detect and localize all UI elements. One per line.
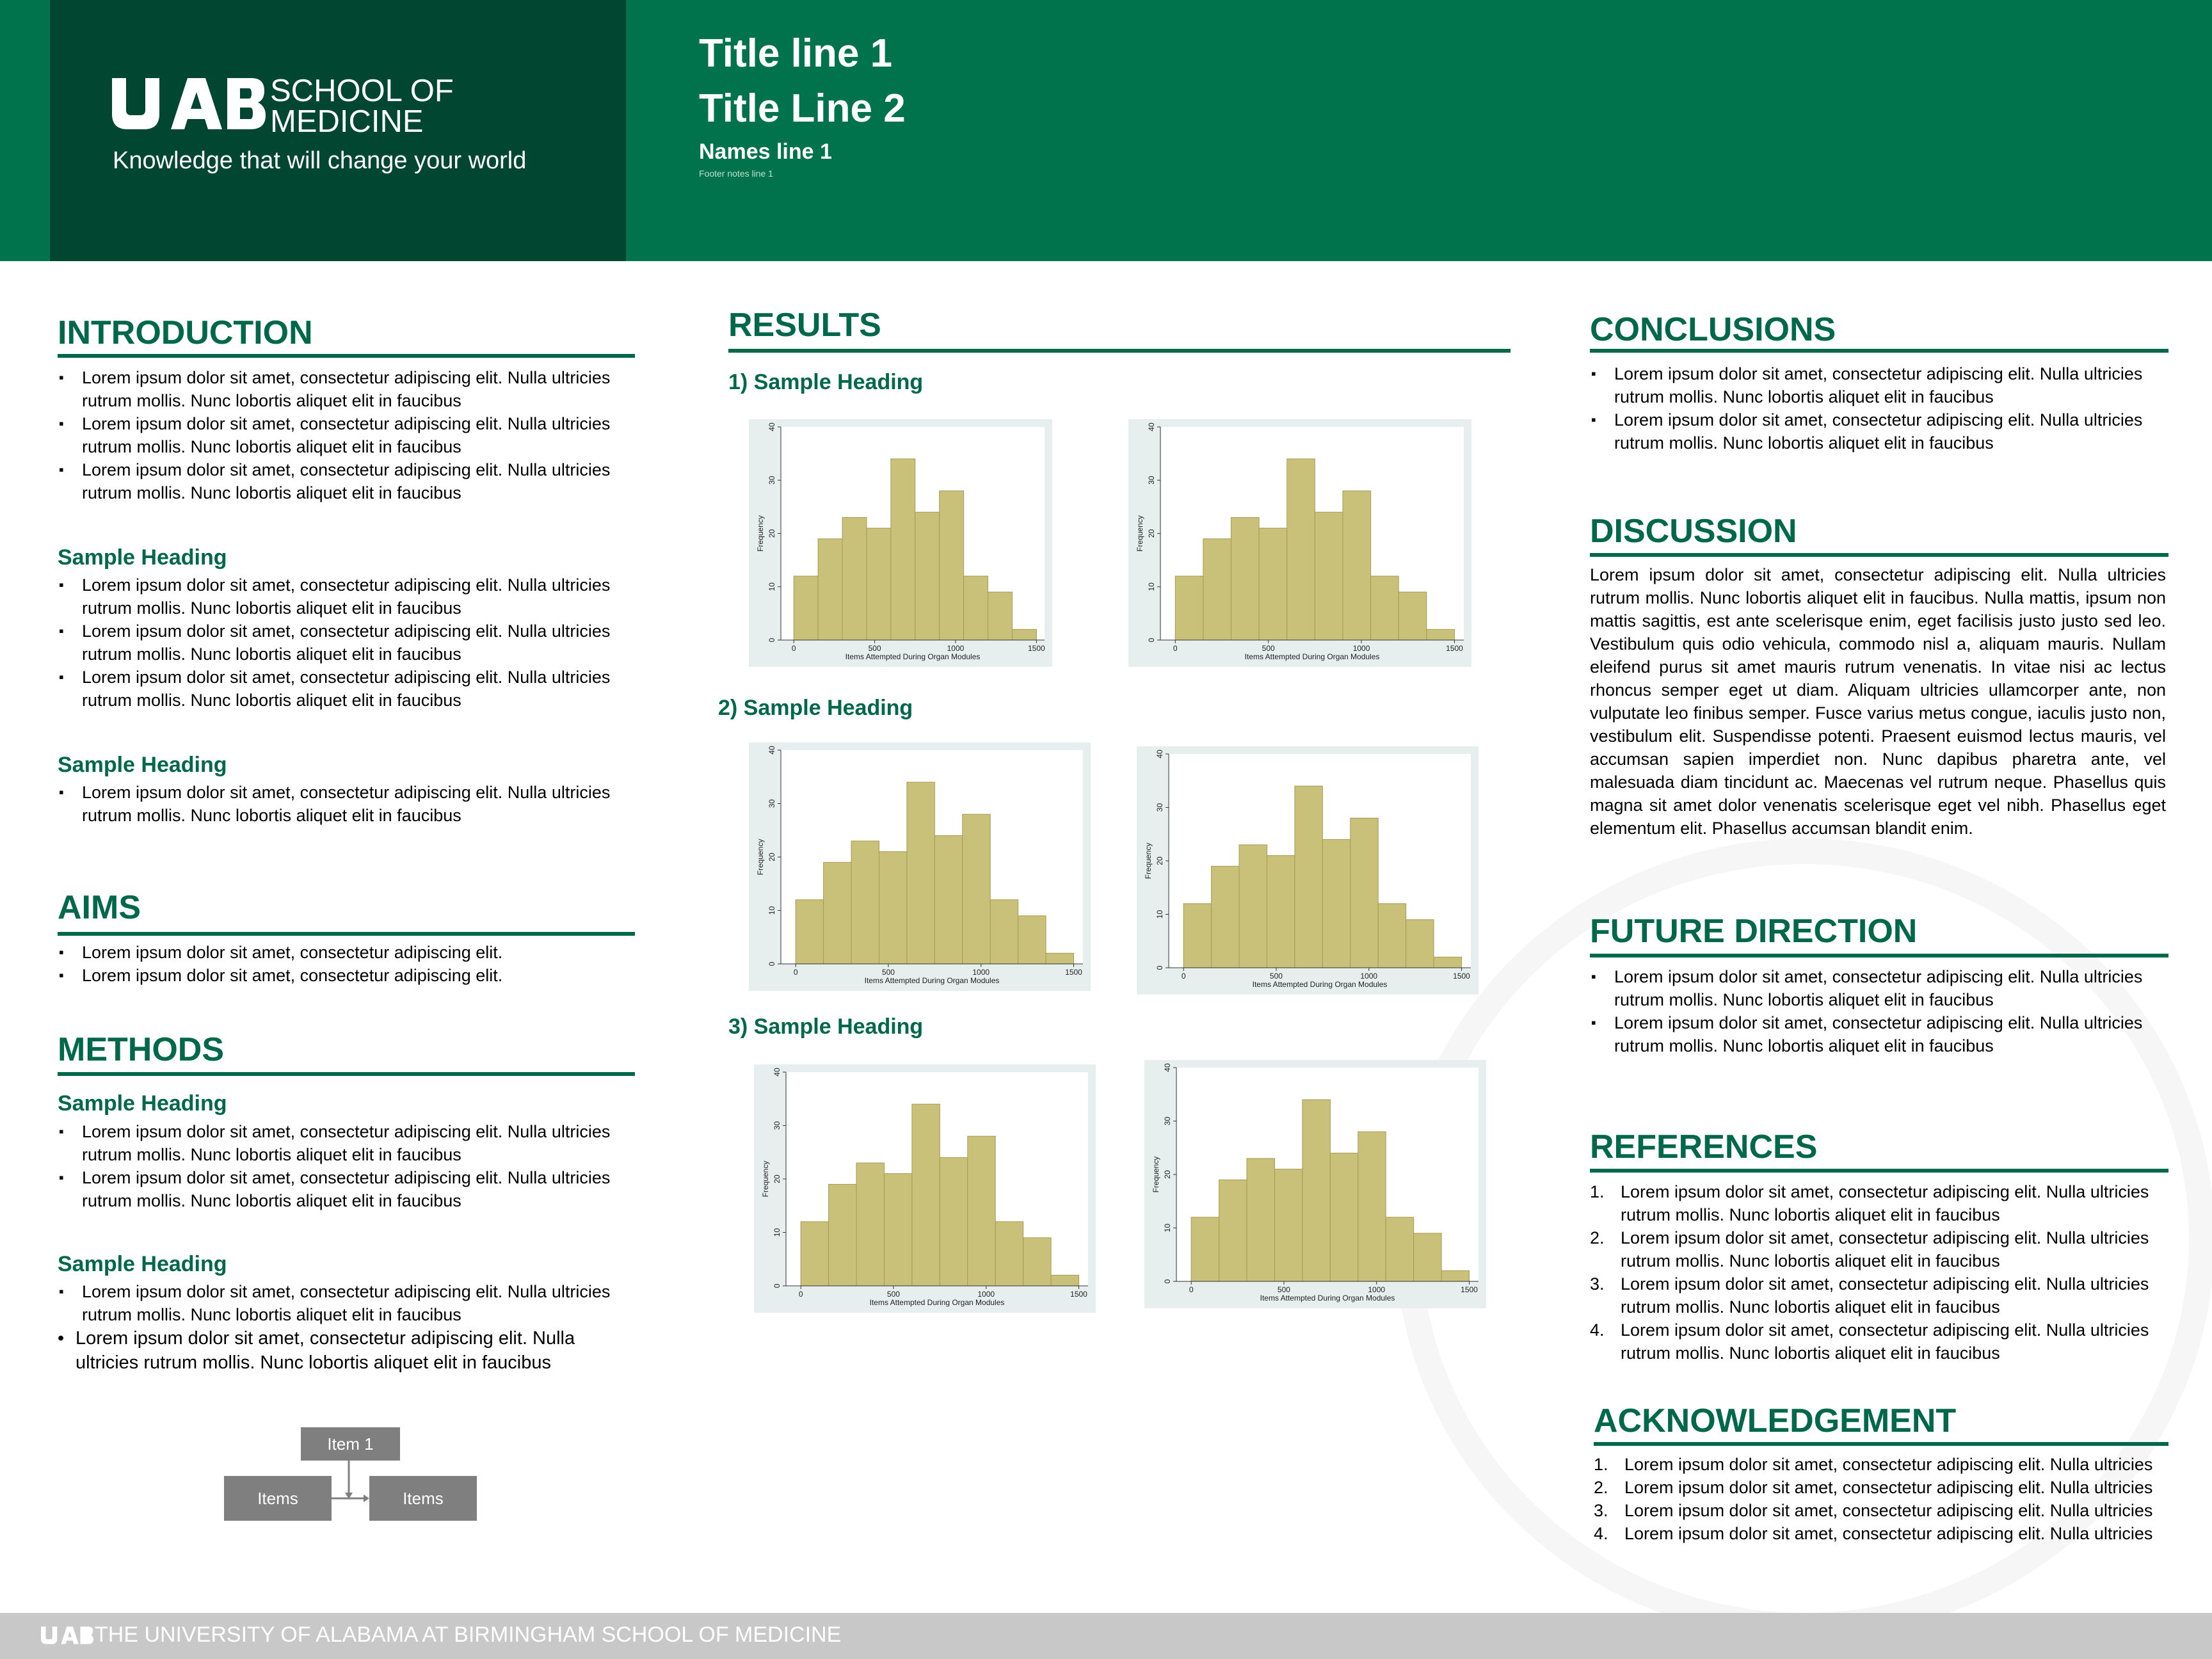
numbered-item: 4. Lorem ipsum dolor sit amet, consectetur adipiscing elit. Nulla ultricies: [1594, 1524, 2153, 1543]
list-item: ▪ Lorem ipsum dolor sit amet, consectetur adipiscing elit. Nulla ultricies rutrum mollis. Nunc lobortis aliquet elit in faucibus: [59, 575, 611, 618]
footer-university-text: THE UNIVERSITY OF ALABAMA AT BIRMINGHAM SCHOOL OF MEDICINE: [95, 1623, 842, 1647]
x-tick-label: 1500: [1461, 1285, 1478, 1294]
x-tick-label: 1000: [1368, 1285, 1386, 1294]
histogram-bar: [1051, 1275, 1078, 1286]
histogram-bar: [1399, 592, 1427, 640]
histogram-bar: [995, 1222, 1023, 1286]
y-tick-label: 30: [773, 1121, 781, 1130]
list-item: ▪ Lorem ipsum dolor sit amet, consectetur adipiscing elit. Nulla ultricies rutrum mollis. Nunc lobortis aliquet elit in faucibus: [1591, 364, 2143, 406]
y-tick-label: 0: [1163, 1279, 1172, 1284]
numbered-item: 2. Lorem ipsum dolor sit amet, consectetur adipiscing elit. Nulla ultricies rutrum mollis. Nunc lobortis aliquet elit in faucibus: [1590, 1228, 2149, 1270]
y-tick-label: 10: [1147, 582, 1156, 591]
intro-sample-heading-1: Sample Heading: [58, 545, 227, 570]
histogram-bar: [1247, 1158, 1274, 1281]
y-tick-label: 30: [767, 799, 776, 808]
histogram-bar: [829, 1184, 856, 1286]
numbered-item: 3. Lorem ipsum dolor sit amet, consectetur adipiscing elit. Nulla ultricies rutrum mollis. Nunc lobortis aliquet elit in faucibus: [1590, 1274, 2149, 1317]
conclusions-list: [1590, 362, 2185, 454]
y-axis-label: Frequency: [761, 1160, 770, 1198]
histogram-bar: [1350, 818, 1378, 968]
histogram-bar: [891, 459, 915, 640]
conclusions-heading: CONCLUSIONS: [1590, 311, 1836, 348]
introduction-heading: INTRODUCTION: [58, 314, 313, 351]
histogram-bar: [1231, 518, 1260, 640]
x-tick-label: 500: [881, 968, 895, 977]
results-sub-heading-1: 1) Sample Heading: [728, 370, 924, 394]
x-tick-label: 1000: [1352, 644, 1370, 653]
results-heading: RESULTS: [728, 307, 881, 344]
histogram-bar: [856, 1163, 884, 1286]
future-direction-list: [1590, 965, 2185, 1057]
school-of-medicine-text: SCHOOL OF MEDICINE: [270, 74, 454, 139]
list-item: ▪ Lorem ipsum dolor sit amet, consectetur adipiscing elit. Nulla ultricies rutrum mollis. Nunc lobortis aliquet elit in faucibus: [1591, 410, 2143, 453]
aims-heading: AIMS: [58, 889, 141, 926]
intro-sub1-list: [58, 573, 646, 712]
histogram-bar: [1287, 459, 1315, 640]
y-axis-label: Frequency: [756, 838, 765, 876]
conclusions-rule: [1590, 349, 2168, 353]
discussion-heading: DISCUSSION: [1590, 513, 1797, 550]
x-tick-label: 0: [791, 644, 796, 653]
histogram-bar: [968, 1136, 995, 1286]
histogram-bar: [1343, 491, 1371, 640]
histogram-bar: [940, 1158, 967, 1286]
histogram-bar: [915, 512, 940, 640]
flow-box-left: Items: [224, 1476, 332, 1521]
histogram-bar: [912, 1104, 940, 1286]
acknowledgement-rule: [1594, 1442, 2168, 1446]
histogram-chart-4: [1137, 746, 1479, 995]
histogram-bar: [1427, 629, 1455, 640]
histogram-bar: [1441, 1270, 1469, 1281]
y-tick-label: 40: [767, 422, 776, 431]
histogram-bar: [1259, 528, 1287, 640]
list-item: ▪ Lorem ipsum dolor sit amet, consectetur adipiscing elit. Nulla ultricies rutrum mollis. Nunc lobortis aliquet elit in faucibus: [1591, 967, 2143, 1009]
histogram-bar: [867, 528, 891, 640]
y-tick-label: 0: [767, 637, 776, 643]
x-tick-label: 1500: [1446, 644, 1463, 653]
methods-heading: METHODS: [58, 1031, 224, 1068]
numbered-item: 2. Lorem ipsum dolor sit amet, consectetur adipiscing elit. Nulla ultricies: [1594, 1478, 2153, 1497]
y-tick-label: 40: [767, 746, 776, 755]
histogram-bar: [1267, 856, 1294, 968]
x-axis-label: Items Attempted During Organ Modules: [1252, 980, 1388, 989]
histogram-bar: [1046, 953, 1073, 964]
x-tick-label: 1000: [1360, 972, 1378, 981]
histogram-bar: [1191, 1217, 1219, 1281]
y-tick-label: 10: [1163, 1223, 1172, 1233]
histogram-bar: [801, 1222, 828, 1286]
histogram-chart-2: [1128, 419, 1471, 667]
numbered-item: 1. Lorem ipsum dolor sit amet, consectetur adipiscing elit. Nulla ultricies rutrum mollis. Nunc lobortis aliquet elit in faucibus: [1590, 1182, 2149, 1224]
list-item: ▪ Lorem ipsum dolor sit amet, consectetur adipiscing elit. Nulla ultricies rutrum mollis. Nunc lobortis aliquet elit in faucibus: [59, 1168, 611, 1210]
y-tick-label: 20: [1147, 529, 1156, 538]
y-tick-label: 40: [773, 1068, 781, 1077]
histogram-bar: [1315, 512, 1343, 640]
y-tick-label: 20: [1163, 1170, 1172, 1179]
y-tick-label: 20: [773, 1174, 781, 1183]
histogram-bar: [1386, 1217, 1413, 1281]
histogram-bar: [1175, 576, 1203, 640]
y-tick-label: 30: [1147, 476, 1156, 485]
references-rule: [1590, 1169, 2168, 1173]
flow-box-item-1: Item 1: [301, 1427, 400, 1461]
discussion-text: Lorem ipsum dolor sit amet, consectetur adipiscing elit. Nulla ultricies rutrum mollis. Nunc lobortis aliquet elit in faucibus. Nulla mattis, ipsum non mattis sagittis, est ante scelerisque enim, eget facilisis justo justo sed leo. Vestibulum quis odio vehicula, commodo nisl a, aliquam mauris. Nullam eleifend purus sit amet mauris rutrum venenatis. In vitae nisi ac lectus rhoncus semper eget ut diam. Aliquam ultricies ullamcorper ante, non vulputate leo finibus semper. Fusce varius metus congue, iaculis justo non, vestibulum elit. Suspendisse potenti. Praesent euismod lectus mauris, vel accumsan sapien imperdiet non. Nunc dapibus pharetra ante, vel malesuada diam tincidunt ac. Maecenas vel rutrum neque. Phasellus quis magna sit amet dolor venenatis scelerisque eget vel nibh. Phasellus eget elementum elit. Phasellus accumsan blandit enim.: [1590, 565, 2166, 838]
histogram-bar: [1012, 629, 1036, 640]
y-axis-label: Frequency: [1151, 1156, 1160, 1193]
list-item: ▪ Lorem ipsum dolor sit amet, consectetur adipiscing elit. Nulla ultricies rutrum mollis. Nunc lobortis aliquet elit in faucibus: [59, 1282, 611, 1324]
y-tick-label: 40: [1155, 749, 1164, 758]
histogram-bar: [851, 841, 879, 964]
y-axis-label: Frequency: [1135, 515, 1144, 552]
histogram-bar: [1414, 1233, 1441, 1281]
y-tick-label: 0: [1147, 637, 1156, 643]
flow-arrows: [332, 1461, 370, 1505]
histogram-bar: [1406, 920, 1434, 968]
histogram-bar: [1358, 1132, 1386, 1281]
y-tick-label: 20: [1155, 856, 1164, 865]
list-item: ▪ Lorem ipsum dolor sit amet, consectetur adipiscing elit. Nulla ultricies rutrum mollis. Nunc lobortis aliquet elit in faucibus: [1591, 1013, 2143, 1055]
y-tick-label: 30: [1163, 1116, 1172, 1126]
histogram-bar: [884, 1174, 911, 1286]
x-tick-label: 500: [1269, 972, 1283, 981]
x-tick-label: 0: [1181, 972, 1186, 981]
x-tick-label: 1500: [1070, 1290, 1087, 1299]
x-tick-label: 1500: [1028, 644, 1045, 653]
histogram-bar: [818, 539, 842, 640]
flow-box-right: Items: [369, 1476, 477, 1521]
x-tick-label: 1500: [1065, 968, 1082, 977]
x-axis-label: Items Attempted During Organ Modules: [845, 652, 981, 661]
list-item: ▪ Lorem ipsum dolor sit amet, consectetur adipiscing elit. Nulla ultricies rutrum mollis. Nunc lobortis aliquet elit in faucibus: [59, 668, 611, 710]
author-names: Names line 1: [699, 140, 832, 164]
histogram-bar: [1302, 1100, 1330, 1281]
x-tick-label: 1500: [1453, 972, 1470, 981]
histogram-bar: [1203, 539, 1231, 640]
x-tick-label: 0: [793, 968, 798, 977]
histogram-bar: [1371, 576, 1399, 640]
y-tick-label: 0: [767, 961, 776, 966]
histogram-chart-1: [749, 419, 1052, 667]
histogram-bar: [842, 518, 867, 640]
y-tick-label: 30: [767, 476, 776, 485]
numbered-item: 4. Lorem ipsum dolor sit amet, consectetur adipiscing elit. Nulla ultricies rutrum mollis. Nunc lobortis aliquet elit in faucibus: [1590, 1320, 2149, 1363]
title-line-1: Title line 1: [699, 31, 893, 76]
y-tick-label: 0: [773, 1283, 781, 1288]
x-tick-label: 1000: [972, 968, 990, 977]
histogram-bar: [879, 852, 906, 964]
results-sub-heading-3: 3) Sample Heading: [728, 1014, 924, 1039]
x-tick-label: 1000: [977, 1290, 995, 1299]
x-tick-label: 0: [798, 1290, 803, 1299]
y-tick-label: 10: [773, 1228, 781, 1237]
list-item: ▪ Lorem ipsum dolor sit amet, consectetur adipiscing elit. Nulla ultricies rutrum mollis. Nunc lobortis aliquet elit in faucibus: [59, 460, 611, 502]
references-heading: REFERENCES: [1590, 1128, 1818, 1166]
x-tick-label: 0: [1173, 644, 1178, 653]
footer-notes: Footer notes line 1: [699, 168, 773, 179]
histogram-bar: [794, 576, 818, 640]
list-item: ▪ Lorem ipsum dolor sit amet, consectetur adipiscing elit. Nulla ultricies rutrum mollis. Nunc lobortis aliquet elit in faucibus: [59, 368, 611, 410]
histogram-bar: [1023, 1238, 1051, 1286]
acknowledgement-heading: ACKNOWLEDGEMENT: [1594, 1402, 1957, 1439]
y-tick-label: 20: [767, 529, 776, 538]
histogram-bar: [1434, 957, 1461, 968]
x-axis-label: Items Attempted During Organ Modules: [1260, 1294, 1395, 1302]
tagline: Knowledge that will change your world: [113, 147, 527, 174]
x-axis-label: Items Attempted During Organ Modules: [1244, 652, 1380, 661]
aims-list: [58, 941, 646, 987]
y-tick-label: 20: [767, 853, 776, 862]
acknowledgement-list: [1594, 1453, 2189, 1545]
methods-rule: [58, 1072, 635, 1076]
histogram-bar: [1212, 866, 1239, 968]
list-item: ▪ Lorem ipsum dolor sit amet, consectetur adipiscing elit. Nulla ultricies rutrum mollis. Nunc lobortis aliquet elit in faucibus: [59, 1122, 611, 1164]
footer-uab-logo-icon: [41, 1626, 93, 1647]
histogram-bar: [934, 836, 962, 964]
x-tick-label: 1000: [947, 644, 965, 653]
list-item: ▪ Lorem ipsum dolor sit amet, consectetur adipiscing elit.: [59, 966, 503, 985]
histogram-bar: [988, 592, 1013, 640]
methods-sub1-list: [58, 1120, 646, 1212]
histogram-bar: [1330, 1153, 1358, 1281]
introduction-list: [58, 366, 646, 504]
intro-sub2-list: [58, 781, 646, 827]
results-rule: [728, 349, 1511, 353]
methods-extra-item: • Lorem ipsum dolor sit amet, consectetur adipiscing elit. Nulla ultricies rutrum mollis. Nunc lobortis aliquet elit in faucibus: [58, 1328, 575, 1373]
methods-sample-heading-2: Sample Heading: [58, 1252, 227, 1276]
aims-rule: [58, 932, 635, 936]
x-axis-label: Items Attempted During Organ Modules: [864, 976, 1000, 985]
y-axis-label: Frequency: [1144, 842, 1153, 879]
histogram-bar: [940, 491, 964, 640]
list-item: ▪ Lorem ipsum dolor sit amet, consectetur adipiscing elit. Nulla ultricies rutrum mollis. Nunc lobortis aliquet elit in faucibus: [59, 783, 611, 825]
y-tick-label: 10: [1155, 910, 1164, 919]
numbered-item: 3. Lorem ipsum dolor sit amet, consectetur adipiscing elit. Nulla ultricies: [1594, 1501, 2153, 1520]
list-item: ▪ Lorem ipsum dolor sit amet, consectetur adipiscing elit. Nulla ultricies rutrum mollis. Nunc lobortis aliquet elit in faucibus: [59, 621, 611, 664]
list-item: ▪ Lorem ipsum dolor sit amet, consectetur adipiscing elit. Nulla ultricies rutrum mollis. Nunc lobortis aliquet elit in faucibus: [59, 414, 611, 456]
results-sub-heading-2: 2) Sample Heading: [718, 696, 913, 720]
future-direction-rule: [1590, 954, 2168, 958]
y-tick-label: 40: [1163, 1063, 1172, 1072]
intro-sample-heading-2: Sample Heading: [58, 753, 227, 777]
methods-sample-heading-1: Sample Heading: [58, 1091, 227, 1116]
histogram-chart-3: [749, 742, 1091, 991]
introduction-rule: [58, 354, 635, 358]
histogram-bar: [1322, 840, 1350, 968]
y-tick-label: 10: [767, 906, 776, 915]
x-tick-label: 500: [868, 644, 881, 653]
references-list: [1590, 1180, 2185, 1365]
y-tick-label: 30: [1155, 803, 1164, 812]
list-item: ▪ Lorem ipsum dolor sit amet, consectetur adipiscing elit.: [59, 943, 503, 962]
histogram-bar: [990, 900, 1018, 964]
numbered-item: 1. Lorem ipsum dolor sit amet, consectetur adipiscing elit. Nulla ultricies: [1594, 1455, 2153, 1474]
histogram-chart-6: [1144, 1060, 1486, 1308]
histogram-bar: [824, 862, 851, 964]
y-axis-label: Frequency: [756, 515, 765, 552]
title-line-2: Title Line 2: [699, 86, 906, 131]
histogram-bar: [1274, 1169, 1302, 1281]
uab-logo-icon: [112, 78, 266, 132]
histogram-chart-5: [754, 1064, 1096, 1313]
histogram-bar: [1239, 845, 1267, 968]
x-tick-label: 500: [1262, 644, 1275, 653]
x-tick-label: 500: [886, 1290, 900, 1299]
histogram-bar: [1378, 904, 1406, 968]
x-tick-label: 500: [1277, 1285, 1290, 1294]
y-tick-label: 40: [1147, 422, 1156, 431]
y-tick-label: 10: [767, 582, 776, 591]
histogram-bar: [1018, 916, 1046, 964]
discussion-rule: [1590, 553, 2168, 557]
histogram-bar: [964, 576, 988, 640]
methods-sub2-list: [58, 1280, 646, 1326]
x-tick-label: 0: [1189, 1285, 1194, 1294]
histogram-bar: [1183, 904, 1211, 968]
y-tick-label: 0: [1155, 965, 1164, 970]
histogram-bar: [1295, 786, 1322, 968]
future-direction-heading: FUTURE DIRECTION: [1590, 913, 1918, 950]
histogram-bar: [796, 900, 823, 964]
histogram-bar: [1219, 1180, 1247, 1281]
x-axis-label: Items Attempted During Organ Modules: [869, 1298, 1005, 1307]
histogram-bar: [907, 782, 934, 964]
histogram-bar: [963, 814, 990, 964]
